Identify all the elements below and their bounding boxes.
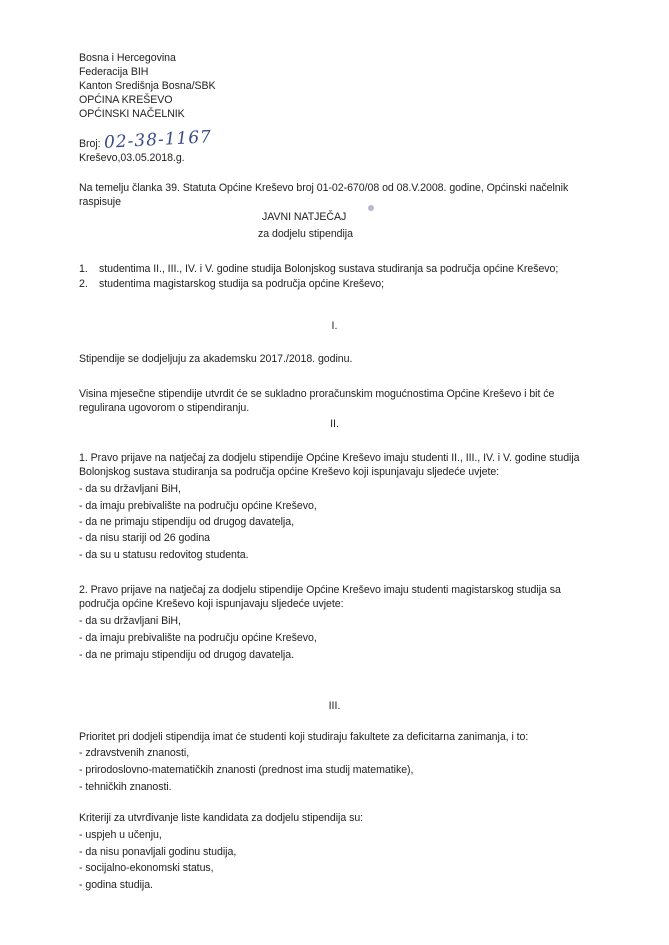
recipient-text-1: studentima II., III., IV. i V. godine studija Bolonjskog sustava studiranja sa područja općine Kreševo;: [99, 263, 559, 275]
place-date: Kreševo,03.05.2018.g.: [79, 152, 185, 164]
section-2-item-1-line-2: Bolonjskog sustava studiranja sa područja općine Kreševo koji ispunjavaju sljedeće uvjete:: [79, 466, 500, 478]
header-line-municipality: OPĆINA KREŠEVO: [79, 94, 173, 106]
recipient-number-2: 2.: [79, 278, 88, 290]
broj-handwritten-value: 02-38-1167: [103, 127, 213, 153]
criteria-intro: Kriteriji za utvrđivanje liste kandidata za dodjelu stipendija su:: [79, 812, 364, 824]
recipient-number-1: 1.: [79, 263, 88, 275]
section-1-paragraph-2-line-1: Visina mjesečne stipendije utvrdit će se sukladno proračunskim mogućnostima Općine Kreševo i bit će: [79, 388, 555, 400]
title-sub: za dodjelu stipendija: [258, 228, 353, 240]
section-2-heading: II.: [330, 418, 339, 430]
section-2-item-1-line-1: 1. Pravo prijave na natječaj za dodjelu stipendije Općine Kreševo imaju studenti II., III., IV. i V. godine studija: [79, 452, 580, 464]
condition-item: - da nisu stariji od 26 godina: [79, 532, 211, 544]
header-line-country: Bosna i Hercegovina: [79, 52, 176, 64]
criteria-item: - godina studija.: [79, 879, 153, 891]
intro-line-2: raspisuje: [79, 196, 121, 208]
criteria-item: - socijalno-ekonomski status,: [79, 862, 214, 874]
section-2-item-2-line-1: 2. Pravo prijave na natječaj za dodjelu stipendije Općine Kreševo imaju studenti magistarskog studija sa: [79, 584, 561, 596]
section-1-heading: I.: [331, 320, 338, 332]
condition-item: - da su u statusu redovitog studenta.: [79, 549, 249, 561]
section-3-heading: III.: [328, 700, 341, 712]
section-1-paragraph-2-line-2: regulirana ugovorom o stipendiranju.: [79, 402, 250, 414]
condition-item: - da imaju prebivalište na području općine Kreševo,: [79, 500, 317, 512]
recipient-text-2: studentima magistarskog studija sa područja općine Kreševo;: [99, 278, 385, 290]
priority-item: - prirodoslovno-matematičkih znanosti (prednost ima studij matematike),: [79, 764, 414, 776]
broj-label: Broj:: [79, 138, 101, 150]
header-line-canton: Kanton Središnja Bosna/SBK: [79, 80, 216, 92]
section-1-paragraph-1: Stipendije se dodjeljuju za akademsku 2017./2018. godinu.: [79, 353, 353, 365]
priority-intro: Prioritet pri dodjeli stipendija imat će studenti koji studiraju fakultete za deficitarna zanimanja, i to:: [79, 731, 529, 743]
scan-mark: [368, 205, 374, 211]
header-line-mayor: OPĆINSKI NAČELNIK: [79, 108, 185, 120]
criteria-item: - da nisu ponavljali godinu studija,: [79, 846, 237, 858]
priority-item: - tehničkih znanosti.: [79, 781, 172, 793]
criteria-item: - uspjeh u učenju,: [79, 829, 162, 841]
condition-item: - da imaju prebivalište na području općine Kreševo,: [79, 632, 317, 644]
header-line-federation: Federacija BIH: [79, 66, 149, 78]
condition-item: - da ne primaju stipendiju od drugog davatelja,: [79, 516, 294, 528]
section-2-item-2-line-2: područja općine Kreševo koji ispunjavaju sljedeće uvjete:: [79, 598, 344, 610]
intro-line-1: Na temelju članka 39. Statuta Općine Kreševo broj 01-02-670/08 od 08.V.2008. godine, Općinski načelnik: [79, 182, 569, 194]
condition-item: - da ne primaju stipendiju od drugog davatelja.: [79, 649, 294, 661]
title-main: JAVNI NATJEČAJ: [262, 211, 347, 223]
condition-item: - da su državljani BiH,: [79, 483, 181, 495]
priority-item: - zdravstvenih znanosti,: [79, 747, 190, 759]
condition-item: - da su državljani BiH,: [79, 615, 181, 627]
